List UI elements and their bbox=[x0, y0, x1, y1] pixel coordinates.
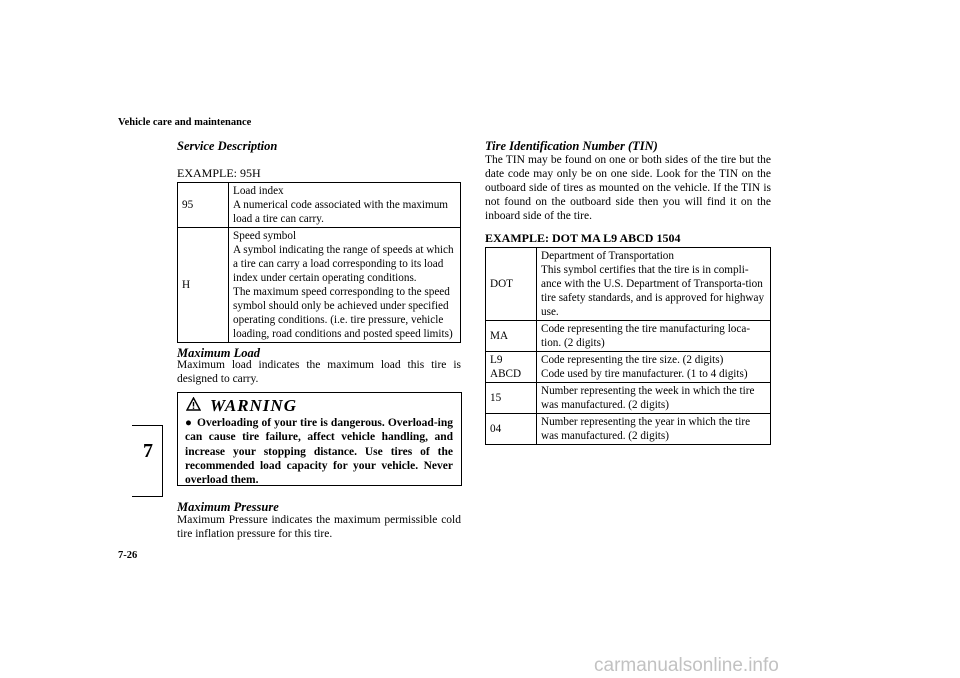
code-cell: L9 ABCD bbox=[486, 352, 537, 383]
description-cell bbox=[537, 414, 771, 445]
service-table-body bbox=[178, 183, 461, 343]
description-line: The maximum speed corresponding to the speed symbol should only be achieved under specified operating conditions. (i.e. tire pressure, vehicle loading, road conditions and posted speed limits) bbox=[233, 286, 453, 340]
footer-watermark: carmanualsonline.info bbox=[594, 655, 779, 676]
description-line: A numerical code associated with the maximum load a tire can carry. bbox=[233, 199, 448, 225]
table-row bbox=[486, 352, 771, 383]
tin-table bbox=[485, 247, 771, 445]
description-line: Code representing the tire size. (2 digits) bbox=[541, 354, 724, 366]
code-cell: MA bbox=[486, 321, 537, 352]
description-cell bbox=[229, 183, 461, 228]
warning-text bbox=[185, 416, 453, 487]
service-description-heading: Service Description bbox=[177, 139, 278, 153]
description-line: Code representing the tire manufacturing loca-tion. (2 digits) bbox=[541, 323, 751, 349]
service-description-table bbox=[177, 182, 461, 343]
warning-title: WARNING bbox=[210, 396, 297, 415]
maximum-pressure-heading: Maximum Pressure bbox=[177, 500, 279, 514]
warning-body: Overloading of your tire is dangerous. Overload-ing can cause tire failure, affect vehicle handling, and increase your stopping distance. Use tires of the recommended load capacity for your vehicle. Never overload them. bbox=[185, 417, 453, 487]
description-cell bbox=[229, 228, 461, 343]
description-line: Number representing the week in which the tire was manufactured. (2 digits) bbox=[541, 385, 755, 411]
description-line: This symbol certifies that the tire is in compli-ance with the U.S. Department of Transporta-tion tire safety standards, and is approved for highway use. bbox=[541, 264, 765, 318]
service-example-label: EXAMPLE: 95H bbox=[177, 166, 261, 180]
table-row bbox=[486, 321, 771, 352]
description-cell bbox=[537, 321, 771, 352]
description-line: Number representing the year in which the tire was manufactured. (2 digits) bbox=[541, 416, 751, 442]
code-cell: 95 bbox=[178, 183, 229, 228]
tin-text: The TIN may be found on one or both sides of the tire but the date code may only be on one side. Look for the TIN on the outboard side of tires as mounted on the vehicle. If the TIN is not found on the outboard side then you will find it on the inboard side of the tire. bbox=[485, 154, 771, 222]
code-cell: 04 bbox=[486, 414, 537, 445]
table-row bbox=[486, 414, 771, 445]
maximum-load-text: Maximum load indicates the maximum load this tire is designed to carry. bbox=[177, 359, 461, 385]
table-row bbox=[178, 183, 461, 228]
maximum-load-heading: Maximum Load bbox=[177, 346, 260, 360]
section-header-title: Vehicle care and maintenance bbox=[118, 117, 252, 128]
tin-example-label: EXAMPLE: DOT MA L9 ABCD 1504 bbox=[485, 231, 681, 245]
description-line: Department of Transportation bbox=[541, 250, 674, 262]
description-line: Code used by tire manufacturer. (1 to 4 digits) bbox=[541, 368, 748, 380]
code-cell: DOT bbox=[486, 248, 537, 321]
maximum-pressure-text: Maximum Pressure indicates the maximum permissible cold tire inflation pressure for this tire. bbox=[177, 514, 461, 540]
bullet-icon: ● bbox=[185, 417, 192, 429]
chapter-tab-number: 7 bbox=[143, 440, 153, 462]
description-cell bbox=[537, 383, 771, 414]
warning-triangle-icon bbox=[186, 397, 201, 416]
description-cell bbox=[537, 352, 771, 383]
page-number: 7-26 bbox=[118, 550, 138, 561]
description-line: Load index bbox=[233, 185, 284, 197]
table-row bbox=[486, 248, 771, 321]
table-row bbox=[178, 228, 461, 343]
tin-heading: Tire Identification Number (TIN) bbox=[485, 139, 658, 153]
table-row bbox=[486, 383, 771, 414]
code-cell: 15 bbox=[486, 383, 537, 414]
tin-table-body bbox=[486, 248, 771, 445]
description-line: Speed symbol bbox=[233, 230, 297, 242]
description-line: A symbol indicating the range of speeds at which a tire can carry a load corresponding to its load index under certain operating conditions. bbox=[233, 244, 454, 284]
description-cell bbox=[537, 248, 771, 321]
code-cell: H bbox=[178, 228, 229, 343]
